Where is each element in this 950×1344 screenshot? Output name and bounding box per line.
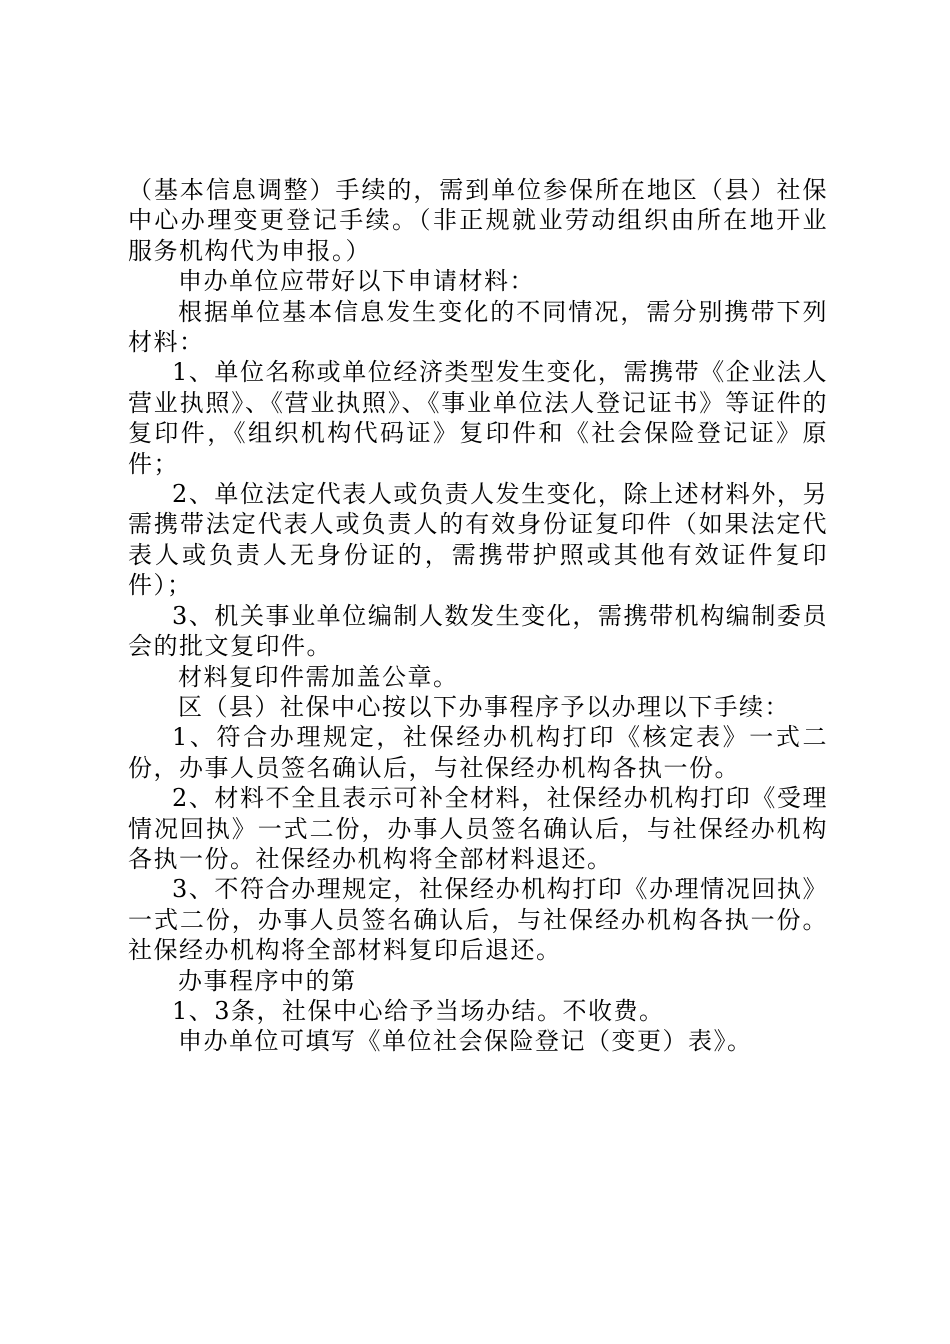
paragraph-material-item-3: 3、机关事业单位编制人数发生变化，需携带机构编制委员会的批文复印件。 (128, 601, 828, 661)
paragraph-procedure-heading: 区（县）社保中心按以下办事程序予以办理以下手续： (178, 692, 790, 721)
paragraph-form-note: 申办单位可填写《单位社会保险登记（变更）表》。 (178, 1027, 753, 1056)
paragraph-materials-intro: 根据单位基本信息发生变化的不同情况，需分别携带下列材料： (128, 297, 828, 357)
paragraph-procedure-note: 办事程序中的第 (178, 966, 357, 995)
paragraph-seal-note: 材料复印件需加盖公章。 (178, 662, 459, 691)
paragraph-procedure-item-2: 2、材料不全且表示可补全材料，社保经办机构打印《受理情况回执》一式二份，办事人员签名确认后，与社保经办机构各执一份。社保经办机构将全部材料退还。 (128, 784, 828, 873)
paragraph-procedure-item-1: 1、符合办理规定，社保经办机构打印《核定表》一式二份，办事人员签名确认后，与社保经办机构各执一份。 (128, 723, 828, 782)
paragraph-continuation: （基本信息调整）手续的，需到单位参保所在地区（县）社保中心办理变更登记手续。（非正规就业劳动组织由所在地开业服务机构代为申报。） (128, 176, 828, 265)
document-body (128, 175, 828, 1057)
paragraph-material-item-1: 1、单位名称或单位经济类型发生变化，需携带《企业法人营业执照》、《营业执照》、《事业单位法人登记证书》等证件的复印件，《组织机构代码证》复印件和《社会保险登记证》原件； (128, 358, 828, 478)
paragraph-material-item-2: 2、单位法定代表人或负责人发生变化，除上述材料外，另需携带法定代表人或负责人的有效身份证复印件（如果法定代表人或负责人无身份证的，需携带护照或其他有效证件复印件）； (128, 480, 828, 600)
paragraph-fee-note: 1、3条，社保中心给予当场办结。不收费。 (172, 996, 665, 1025)
paragraph-materials-heading: 申办单位应带好以下申请材料： (178, 267, 535, 296)
paragraph-procedure-item-3: 3、不符合办理规定，社保经办机构打印《办理情况回执》一式二份，办事人员签名确认后，与社保经办机构各执一份。社保经办机构将全部材料复印后退还。 (128, 875, 828, 965)
